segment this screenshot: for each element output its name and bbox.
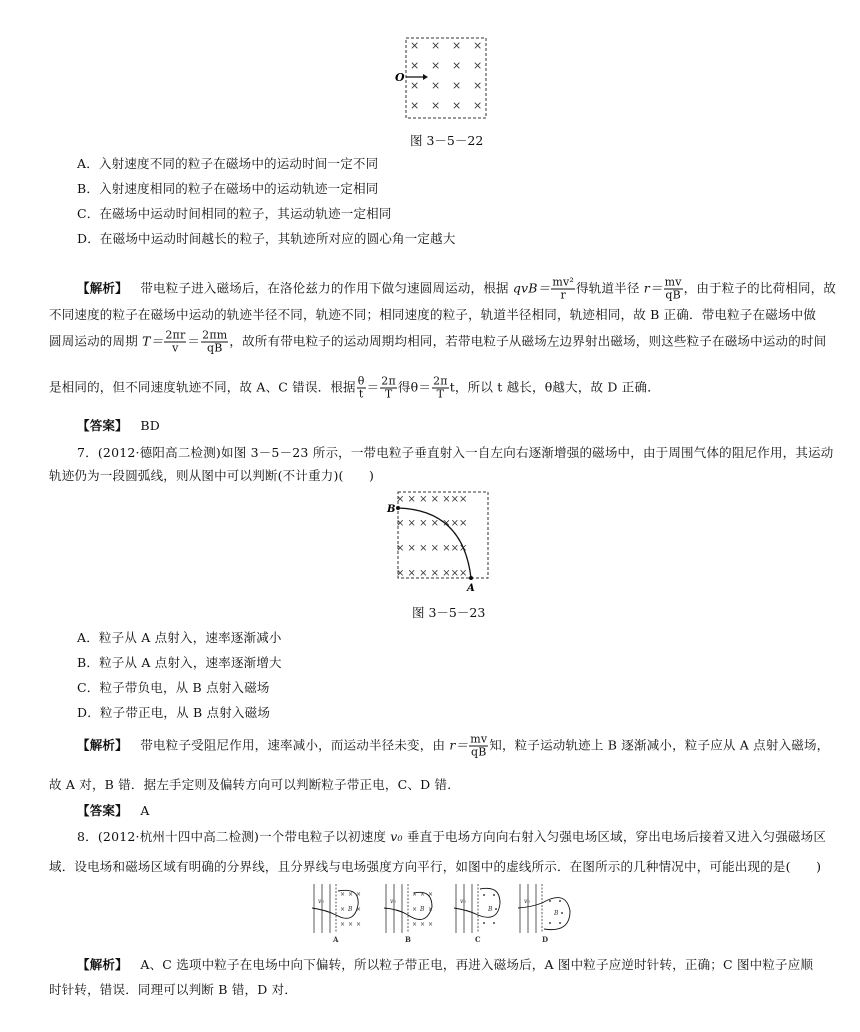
q8-analysis-line1: 【解析】 A、C 选项中粒子在电场中向下偏转，所以粒子带正电，再进入磁场后，A 图中粒子应逆时针转，正确；C 图中粒子应顺 [77,957,814,972]
svg-text:×: × [340,921,346,928]
q6-option-a: A．入射速度不同的粒子在磁场中的运动时间一定不同 [77,156,379,171]
svg-text:×: × [412,906,418,913]
svg-text:×: × [356,906,362,913]
svg-text:×: × [473,99,483,112]
svg-text:v₀: v₀ [318,898,324,905]
q7-option-c: C．粒子带负电，从 B 点射入磁场 [77,680,270,695]
svg-text:B: B [348,906,353,913]
q8-stem-line1: 8．(2012·杭州十四中高二检测)一个带电粒子以初速度 v₀ 垂直于电场方向向右射入匀强电场区域，穿出电场后接着又进入匀强磁场区 [77,829,827,844]
svg-text:×: × [428,891,434,898]
svg-text:×: × [452,59,462,72]
svg-text:B: B [405,935,411,944]
svg-text:×: × [420,921,426,928]
svg-text:×: × [412,921,418,928]
figure-3-5-22 [390,32,500,122]
svg-text:×: × [340,891,346,898]
svg-text:×: × [431,99,441,112]
q8-analysis-line2: 时针转，错误．同理可以判断 B 错，D 对． [49,982,298,997]
diagram-b [384,884,433,944]
svg-text:×: × [356,921,362,928]
svg-text:C: C [475,935,481,944]
q8-stem-line2: 域．设电场和磁场区域有明确的分界线，且分界线与电场强度方向平行，如图中的虚线所示．在图所示的几种情况中，可能出现的是( ) [49,859,822,874]
svg-text:×: × [340,906,346,913]
svg-text:×: × [410,59,420,72]
q7-option-b: B．粒子从 A 点射入，速率逐渐增大 [77,655,282,670]
svg-text:× × × × ×××: × × × × ××× [396,543,468,554]
svg-text:×: × [410,99,420,112]
q7-option-a: A．粒子从 A 点射入，速率逐渐减小 [77,630,282,645]
svg-text:B: B [488,906,493,913]
q6-analysis-line2: 不同速度的粒子在磁场中运动的轨迹半径不同，轨迹不同；相同速度的粒子，轨道半径相同，轨迹相同，故 B 正确．带电粒子在磁场中做 [49,307,817,322]
figure-q8-options [308,881,578,945]
svg-text:× × × × ×××: × × × × ××× [396,494,468,505]
svg-text:×: × [473,39,483,52]
figure-caption-22: 图 3－5－22 [410,133,484,148]
q7-stem-line2: 轨迹仍为一段圆弧线，则从图中可以判断(不计重力)( ) [49,468,375,483]
svg-text:v₀: v₀ [524,898,530,905]
svg-text:×: × [348,921,354,928]
svg-text:×: × [452,99,462,112]
q7-analysis-line1: 【解析】 带电粒子受阻尼作用，速率减小，而运动半径未变，由 r＝ $\frac{mv}{qB}$ 知，粒子运动轨迹上 B 逐渐减小，粒子应从 A 点射入磁场， [77,732,830,759]
point-a-label: A [467,583,475,594]
svg-text:×: × [356,891,362,898]
point-o-label: O [395,71,405,84]
svg-text:D: D [542,935,549,944]
arrow-head-icon [423,74,428,80]
q6-option-c: C．在磁场中运动时间相同的粒子，其运动轨迹一定相同 [77,206,392,221]
svg-text:×: × [420,891,426,898]
svg-text:B: B [420,906,425,913]
svg-text:v₀: v₀ [390,898,396,905]
q6-analysis-line1: 【解析】 带电粒子进入磁场后，在洛伦兹力的作用下做匀速圆周运动，根据 qvB＝ $\frac{\text{mv²}}{r}$ 得轨道半径 r＝ $\frac{mv}{qB}$ ，由于粒子的比荷相同，故 [77,275,837,302]
q7-stem-line1: 7．(2012·德阳高二检测)如图 3－5－23 所示，一带电粒子垂直射入一自左向右逐渐增强的磁场中，由于周围气体的阻尼作用，其运动 [77,445,834,460]
svg-text:× × × × ×××: × × × × ××× [396,518,468,529]
svg-text:×: × [431,59,441,72]
svg-text:×: × [410,39,420,52]
svg-text:×: × [348,891,354,898]
svg-text:×: × [428,906,434,913]
diagram-a [312,884,361,944]
svg-text:v₀: v₀ [460,898,466,905]
svg-text:×: × [431,79,441,92]
q7-analysis-line2: 故 A 对，B 错．据左手定则及偏转方向可以判断粒子带正电，C、D 错． [49,777,460,792]
figure-3-5-23 [383,488,495,598]
svg-text:×: × [473,79,483,92]
svg-text:×: × [412,891,418,898]
svg-text:×: × [452,39,462,52]
q7-answer: 【答案】 A [77,803,150,818]
svg-text:A: A [333,935,339,944]
q6-analysis-line3: 圆周运动的周期 T＝ $\frac{2\pi r}{v}$ ＝ $\frac{2\pi m}{qB}$ ，故所有带电粒子的运动周期均相同，若带电粒子从磁场左边界射出磁场，则这些粒子在磁场中运动的时间 [49,328,827,355]
figure-caption-23: 图 3－5－23 [412,605,486,620]
point-b-dot [396,506,400,510]
point-b-label: B [387,504,396,515]
q7-option-d: D．粒子带正电，从 B 点射入磁场 [77,705,271,720]
svg-text:×: × [431,39,441,52]
q6-analysis-line4: 是相同的，但不同速度轨迹不同，故 A、C 错误．根据 $\frac{\theta}{t}$ ＝ $\frac{2\pi}{T}$ 得θ＝ $\frac{2\pi}{T}$ t，所以 t 越长，θ越大，故 D 正确． [49,374,660,401]
svg-text:×: × [428,921,434,928]
magnetic-field-marks [410,39,482,112]
analysis-tag: 【解析】 [77,280,128,296]
svg-text:× × × × ×××: × × × × ××× [396,568,468,579]
q6-option-d: D．在磁场中运动时间越长的粒子，其轨迹所对应的圆心角一定越大 [77,231,456,246]
q6-option-b: B．入射速度相同的粒子在磁场中的运动轨迹一定相同 [77,181,379,196]
diagram-c [454,884,500,944]
q6-answer: 【答案】 BD [77,418,160,433]
svg-text:×: × [473,59,483,72]
svg-text:×: × [452,79,462,92]
diagram-d [518,884,570,944]
svg-text:B: B [554,910,559,917]
svg-text:×: × [410,79,420,92]
point-a-dot [469,576,473,580]
